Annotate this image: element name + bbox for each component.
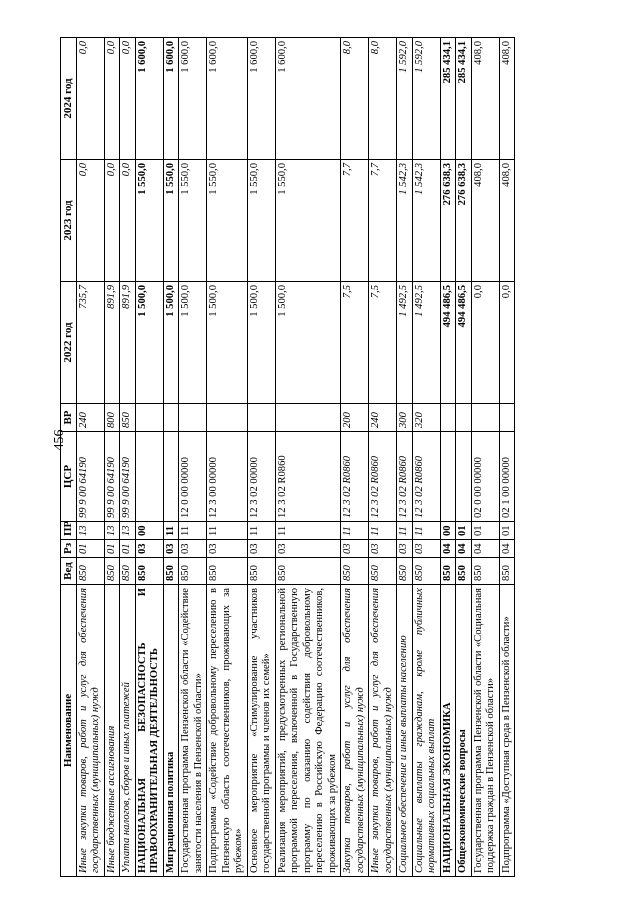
cell-2022: 1 500,0: [275, 282, 341, 404]
cell-pr: 01: [456, 522, 472, 540]
cell-csr: 02 1 00 00000: [499, 432, 515, 522]
cell-vr: 200: [341, 404, 369, 432]
cell-pr: 00: [440, 522, 456, 540]
cell-csr: [456, 432, 472, 522]
cell-2023: 1 550,0: [163, 160, 179, 282]
cell-2022: 735,7: [76, 282, 104, 404]
header-2024: 2024 год: [61, 38, 77, 160]
cell-csr: 12 3 02 R0860: [341, 432, 369, 522]
cell-2024: 8,0: [341, 38, 369, 160]
cell-2024: 0,0: [104, 38, 120, 160]
cell-ved: 850: [471, 558, 499, 585]
cell-2022: 1 500,0: [135, 282, 163, 404]
header-ved: Вед: [61, 558, 77, 585]
cell-2024: 1 592,0: [412, 38, 440, 160]
cell-2022: 0,0: [499, 282, 515, 404]
table-row: [397, 38, 413, 877]
cell-csr: 99 9 00 64190: [76, 432, 104, 522]
cell-2024: 0,0: [76, 38, 104, 160]
table-row: [247, 38, 275, 877]
cell-2023: 1 542,3: [397, 160, 413, 282]
cell-vr: [163, 404, 179, 432]
cell-2022: 1 500,0: [179, 282, 207, 404]
cell-vr: [440, 404, 456, 432]
cell-name: Социальные выплаты гражданам, кроме публичных нормативных социальных выплат: [412, 585, 440, 877]
table-row: [135, 38, 163, 877]
cell-2022: 494 486,5: [456, 282, 472, 404]
cell-2022: 7,5: [341, 282, 369, 404]
cell-2022: 7,5: [369, 282, 397, 404]
cell-2023: 1 550,0: [135, 160, 163, 282]
cell-2024: 1 600,0: [163, 38, 179, 160]
cell-ved: 850: [397, 558, 413, 585]
header-vr: ВР: [61, 404, 77, 432]
cell-vr: [247, 404, 275, 432]
budget-table-container: [60, 37, 610, 877]
table-row: [499, 38, 515, 877]
cell-name: Государственная программа Пензенской области «Содействие занятости населения в Пензенской области»: [179, 585, 207, 877]
table-body: [76, 38, 515, 877]
table-row: [369, 38, 397, 877]
cell-rz: 04: [471, 540, 499, 558]
cell-2024: 8,0: [369, 38, 397, 160]
cell-pr: 13: [104, 522, 120, 540]
cell-vr: [207, 404, 248, 432]
cell-2023: 1 550,0: [247, 160, 275, 282]
cell-rz: 03: [135, 540, 163, 558]
cell-csr: 12 3 02 R0860: [397, 432, 413, 522]
table-row: [207, 38, 248, 877]
cell-name: НАЦИОНАЛЬНАЯ ЭКОНОМИКА: [440, 585, 456, 877]
cell-ved: 850: [341, 558, 369, 585]
cell-2024: 0,0: [120, 38, 136, 160]
cell-2022: 1 500,0: [247, 282, 275, 404]
cell-pr: 11: [163, 522, 179, 540]
cell-name: Иные закупки товаров, работ и услуг для обеспечения государственных (муниципальных) нужд: [76, 585, 104, 877]
table-row: [341, 38, 369, 877]
cell-csr: 12 3 00 00000: [207, 432, 248, 522]
cell-rz: 04: [499, 540, 515, 558]
cell-name: Уплата налогов, сборов и иных платежей: [120, 585, 136, 877]
cell-rz: 03: [341, 540, 369, 558]
cell-2022: 1 500,0: [207, 282, 248, 404]
cell-2024: 285 434,1: [456, 38, 472, 160]
cell-rz: 03: [397, 540, 413, 558]
cell-vr: 240: [76, 404, 104, 432]
cell-rz: 03: [369, 540, 397, 558]
cell-2023: 7,7: [341, 160, 369, 282]
cell-2022: 891,9: [120, 282, 136, 404]
cell-csr: [163, 432, 179, 522]
cell-csr: 99 9 00 64190: [120, 432, 136, 522]
cell-name: Миграционная политика: [163, 585, 179, 877]
cell-name: Государственная программа Пензенской области «Социальная поддержка граждан в Пензенской области»: [471, 585, 499, 877]
cell-csr: 12 3 02 00000: [247, 432, 275, 522]
cell-name: Подпрограмма «Доступная среда в Пензенской области»: [499, 585, 515, 877]
cell-name: Общеэкономические вопросы: [456, 585, 472, 877]
cell-csr: 12 3 02 R0860: [275, 432, 341, 522]
cell-vr: 850: [120, 404, 136, 432]
cell-rz: 03: [247, 540, 275, 558]
cell-pr: 11: [275, 522, 341, 540]
cell-pr: 11: [179, 522, 207, 540]
table-row: [163, 38, 179, 877]
cell-ved: 850: [499, 558, 515, 585]
table-header-row: [61, 38, 77, 877]
cell-csr: 99 9 00 64190: [104, 432, 120, 522]
cell-2023: 1 542,3: [412, 160, 440, 282]
cell-csr: 12 3 02 R0860: [412, 432, 440, 522]
cell-vr: 240: [369, 404, 397, 432]
cell-csr: 02 0 00 00000: [471, 432, 499, 522]
cell-2022: 0,0: [471, 282, 499, 404]
cell-name: НАЦИОНАЛЬНАЯ БЕЗОПАСНОСТЬ И ПРАВООХРАНИТЕЛЬНАЯ ДЕЯТЕЛЬНОСТЬ: [135, 585, 163, 877]
cell-2024: 1 600,0: [179, 38, 207, 160]
cell-name: Реализация мероприятий, предусмотренных региональной программой переселения, включенной в Государственную программу по оказанию содействия добровольному переселению в Российскую Федерацию соотечественников, проживающих за рубежом: [275, 585, 341, 877]
cell-ved: 850: [163, 558, 179, 585]
cell-2023: 1 550,0: [207, 160, 248, 282]
cell-name: Основное мероприятие «Стимулирование участников государственной программы и членов их семей»: [247, 585, 275, 877]
cell-2024: 1 600,0: [207, 38, 248, 160]
cell-2023: 7,7: [369, 160, 397, 282]
cell-rz: 01: [120, 540, 136, 558]
cell-2024: 1 600,0: [275, 38, 341, 160]
header-pr: ПР: [61, 522, 77, 540]
cell-csr: [135, 432, 163, 522]
page-number: 456: [52, 429, 67, 451]
cell-pr: 13: [76, 522, 104, 540]
cell-pr: 11: [247, 522, 275, 540]
cell-2023: 0,0: [120, 160, 136, 282]
cell-ved: 850: [247, 558, 275, 585]
table-row: [471, 38, 499, 877]
header-name: Наименование: [61, 585, 77, 877]
cell-2022: 1 492,5: [397, 282, 413, 404]
cell-pr: 11: [397, 522, 413, 540]
cell-ved: 850: [120, 558, 136, 585]
cell-ved: 850: [179, 558, 207, 585]
cell-pr: 01: [471, 522, 499, 540]
cell-pr: 11: [412, 522, 440, 540]
cell-vr: [499, 404, 515, 432]
cell-vr: [135, 404, 163, 432]
cell-2023: 1 550,0: [275, 160, 341, 282]
cell-2024: 1 600,0: [247, 38, 275, 160]
table-row: [456, 38, 472, 877]
cell-ved: 850: [456, 558, 472, 585]
table-row: [412, 38, 440, 877]
cell-2023: 276 638,3: [440, 160, 456, 282]
cell-2023: 0,0: [76, 160, 104, 282]
cell-rz: 01: [76, 540, 104, 558]
cell-ved: 850: [369, 558, 397, 585]
cell-2022: 494 486,5: [440, 282, 456, 404]
header-2022: 2022 год: [61, 282, 77, 404]
cell-rz: 04: [456, 540, 472, 558]
cell-vr: [456, 404, 472, 432]
cell-2023: 1 550,0: [179, 160, 207, 282]
table-row: [179, 38, 207, 877]
cell-2022: 891,9: [104, 282, 120, 404]
header-csr: ЦСР: [61, 432, 77, 522]
cell-2023: 408,0: [499, 160, 515, 282]
cell-ved: 850: [275, 558, 341, 585]
header-2023: 2023 год: [61, 160, 77, 282]
cell-vr: [471, 404, 499, 432]
cell-2022: 1 492,5: [412, 282, 440, 404]
cell-2023: 408,0: [471, 160, 499, 282]
header-rz: Рз: [61, 540, 77, 558]
cell-vr: [275, 404, 341, 432]
cell-ved: 850: [440, 558, 456, 585]
cell-vr: 300: [397, 404, 413, 432]
cell-rz: 03: [275, 540, 341, 558]
cell-name: Иные закупки товаров, работ и услуг для обеспечения государственных (муниципальных) нужд: [369, 585, 397, 877]
cell-2023: 0,0: [104, 160, 120, 282]
cell-pr: 11: [207, 522, 248, 540]
cell-2023: 276 638,3: [456, 160, 472, 282]
cell-pr: 11: [369, 522, 397, 540]
cell-pr: 13: [120, 522, 136, 540]
cell-vr: 320: [412, 404, 440, 432]
cell-csr: [440, 432, 456, 522]
cell-2024: 1 600,0: [135, 38, 163, 160]
cell-ved: 850: [135, 558, 163, 585]
cell-ved: 850: [76, 558, 104, 585]
cell-vr: 800: [104, 404, 120, 432]
cell-name: Иные бюджетные ассигнования: [104, 585, 120, 877]
cell-rz: 04: [440, 540, 456, 558]
table-row: [275, 38, 341, 877]
cell-pr: 00: [135, 522, 163, 540]
table-row: [440, 38, 456, 877]
cell-2024: 408,0: [499, 38, 515, 160]
cell-2024: 408,0: [471, 38, 499, 160]
cell-2024: 1 592,0: [397, 38, 413, 160]
table-row: [120, 38, 136, 877]
cell-name: Закупка товаров, работ и услуг для обеспечения государственных (муниципальных) нужд: [341, 585, 369, 877]
cell-rz: 03: [207, 540, 248, 558]
budget-table: [60, 37, 515, 877]
cell-rz: 03: [163, 540, 179, 558]
cell-ved: 850: [104, 558, 120, 585]
cell-vr: [179, 404, 207, 432]
cell-name: Подпрограмма «Содействие добровольному переселению в Пензенскую область соотечественников, проживающих за рубежом»: [207, 585, 248, 877]
cell-ved: 850: [207, 558, 248, 585]
cell-2022: 1 500,0: [163, 282, 179, 404]
cell-rz: 01: [104, 540, 120, 558]
cell-csr: 12 0 00 00000: [179, 432, 207, 522]
cell-pr: 11: [341, 522, 369, 540]
cell-2024: 285 434,1: [440, 38, 456, 160]
cell-ved: 850: [412, 558, 440, 585]
table-row: [76, 38, 104, 877]
cell-csr: 12 3 02 R0860: [369, 432, 397, 522]
cell-rz: 03: [412, 540, 440, 558]
table-row: [104, 38, 120, 877]
cell-name: Социальное обеспечение и иные выплаты населению: [397, 585, 413, 877]
cell-pr: 01: [499, 522, 515, 540]
cell-rz: 03: [179, 540, 207, 558]
